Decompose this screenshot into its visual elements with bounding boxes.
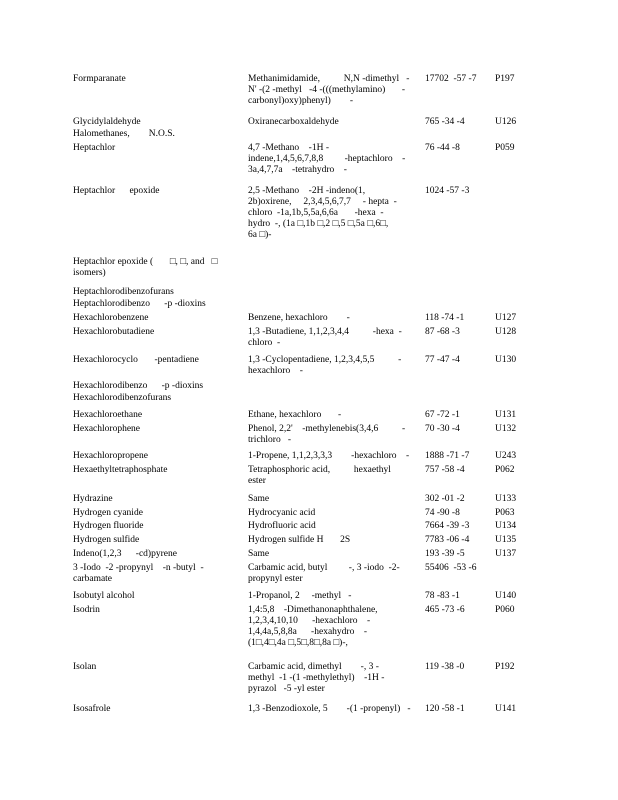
cas-number: 118 -74 -1: [425, 313, 465, 323]
waste-code: P192: [495, 662, 515, 672]
chemical-name: Heptachlor: [73, 143, 116, 153]
cas-number: 765 -34 -4: [425, 117, 465, 127]
synonym-line: 1,3 -Cyclopentadiene, 1,2,3,4,5,5 -: [248, 355, 402, 365]
synonym-cell: [248, 355, 420, 377]
chemical-name: Hexachloropropene: [73, 451, 148, 461]
waste-code: U130: [495, 355, 517, 365]
synonym-cell: [248, 451, 420, 462]
cas-number: 465 -73 -6: [425, 605, 465, 615]
synonym-line: 1,3 -Benzodioxole, 5 -(1 -propenyl) -: [248, 704, 411, 714]
chemical-name: Hexachlorophene: [73, 424, 140, 434]
waste-code: U134: [495, 521, 517, 531]
synonym-line: Phenol, 2,2' -methylenebis(3,4,6 -: [248, 424, 406, 434]
chemical-name: Hexachlorocyclo -pentadiene: [73, 355, 199, 365]
chemical-name: Hydrogen cyanide: [73, 508, 143, 518]
chemical-name: 3 -Iodo -2 -propynyl -n -butyl - carbamate: [73, 563, 204, 584]
synonym-line: Carbamic acid, dimethyl -, 3 -: [248, 662, 379, 672]
cas-number: 78 -83 -1: [425, 591, 460, 601]
synonym-cell: [248, 521, 420, 532]
cas-number: 1024 -57 -3: [425, 186, 470, 196]
waste-code: U135: [495, 535, 517, 545]
synonym-cell: [248, 117, 420, 128]
synonym-cell: [248, 313, 420, 324]
synonym-cell: [248, 327, 420, 349]
synonym-line: Benzene, hexachloro -: [248, 313, 350, 323]
synonym-line: Methanimidamide, N,N -dimethyl -: [248, 74, 410, 84]
synonym-line: (1□,4□,4a □,5□,8□,8a □)-,: [248, 638, 348, 648]
synonym-cell: [248, 605, 420, 649]
chemical-name: Hydrogen sulfide: [73, 535, 140, 545]
synonym-cell: [248, 549, 420, 560]
synonym-cell: [248, 186, 420, 241]
cas-number: 17702 -57 -7: [425, 74, 477, 84]
waste-code: P059: [495, 143, 515, 153]
synonym-line: Hydrofluoric acid: [248, 521, 316, 531]
cas-number: 7783 -06 -4: [425, 535, 470, 545]
chemical-name: Heptachlorodibenzofurans: [73, 287, 174, 297]
synonym-line: 1,4,4a,5,8,8a -hexahydro -: [248, 627, 367, 637]
synonym-line: 2b)oxirene, 2,3,4,5,6,7,7 - hepta -: [248, 197, 397, 207]
synonym-line: ester: [248, 476, 266, 486]
chemical-name: Hexachlorobenzene: [73, 313, 149, 323]
waste-code: U128: [495, 327, 517, 337]
chemical-name: Isodrin: [73, 605, 100, 615]
synonym-line: Oxiranecarboxaldehyde: [248, 117, 339, 127]
cas-number: 120 -58 -1: [425, 704, 465, 714]
cas-number: 7664 -39 -3: [425, 521, 470, 531]
waste-code: U132: [495, 424, 517, 434]
cas-number: 757 -58 -4: [425, 465, 465, 475]
waste-code: U131: [495, 410, 517, 420]
cas-number: 77 -47 -4: [425, 355, 460, 365]
waste-code: P063: [495, 508, 515, 518]
synonym-cell: [248, 424, 420, 446]
synonym-line: 4,7 -Methano -1H -: [248, 143, 329, 153]
synonym-cell: [248, 704, 420, 715]
cas-number: 55406 -53 -6: [425, 563, 477, 573]
chemical-name: Isolan: [73, 662, 97, 672]
waste-code: U141: [495, 704, 517, 714]
waste-code: U133: [495, 494, 517, 504]
synonym-line: carbonyl)oxy)phenyl) -: [248, 96, 353, 106]
chemical-name: Indeno(1,2,3 -cd)pyrene: [73, 549, 177, 559]
chemical-name: Halomethanes, N.O.S.: [73, 129, 175, 139]
synonym-cell: [248, 508, 420, 519]
waste-code: U127: [495, 313, 517, 323]
synonym-line: N' -(2 -methyl -4 -(((methylamino) -: [248, 85, 406, 95]
synonym-cell: [248, 494, 420, 505]
cas-number: 67 -72 -1: [425, 410, 460, 420]
synonym-line: 3a,4,7,7a -tetrahydro -: [248, 165, 347, 175]
synonym-line: Same: [248, 494, 270, 504]
synonym-line: 6a □)-: [248, 230, 272, 240]
synonym-line: pyrazol -5 -yl ester: [248, 684, 325, 694]
cas-number: 74 -90 -8: [425, 508, 460, 518]
synonym-cell: [248, 535, 420, 546]
waste-code: P197: [495, 74, 515, 84]
synonym-line: chloro -1a,1b,5,5a,6,6a -hexa -: [248, 208, 384, 218]
synonym-line: propynyl ester: [248, 574, 303, 584]
chemical-name: Hydrazine: [73, 494, 113, 504]
synonym-line: 1,3 -Butadiene, 1,1,2,3,4,4 -hexa -: [248, 327, 402, 337]
waste-code: U126: [495, 117, 517, 127]
synonym-line: methyl -1 -(1 -methylethyl) -1H -: [248, 673, 385, 683]
waste-code: U140: [495, 591, 517, 601]
synonym-line: Hydrogen sulfide H 2S: [248, 535, 351, 545]
chemical-name: Hexaethyltetraphosphate: [73, 465, 168, 475]
cas-number: 193 -39 -5: [425, 549, 465, 559]
synonym-line: Carbamic acid, butyl -, 3 -iodo -2-: [248, 563, 400, 573]
chemical-name: Hexachlorodibenzofurans: [73, 393, 172, 403]
synonym-line: 1,4:5,8 -Dimethanonaphthalene,: [248, 605, 378, 615]
cas-number: 87 -68 -3: [425, 327, 460, 337]
cas-number: 76 -44 -8: [425, 143, 460, 153]
chemical-name: Hydrogen fluoride: [73, 521, 144, 531]
synonym-cell: [248, 591, 420, 602]
chemical-name: Hexachlorobutadiene: [73, 327, 155, 337]
synonym-cell: [248, 410, 420, 421]
cas-number: 70 -30 -4: [425, 424, 460, 434]
cas-number: 1888 -71 -7: [425, 451, 470, 461]
chemical-name: Heptachlor epoxide: [73, 186, 160, 196]
chemical-name: Hexachlorodibenzo -p -dioxins: [73, 381, 204, 391]
chemical-name: Formparanate: [73, 74, 126, 84]
waste-code: U243: [495, 451, 517, 461]
waste-code: P062: [495, 465, 515, 475]
synonym-line: 1-Propene, 1,1,2,3,3,3 -hexachloro -: [248, 451, 410, 461]
chemical-name: Heptachlorodibenzo -p -dioxins: [73, 299, 206, 309]
chemical-name: Heptachlor epoxide ( □, □, and □ isomers): [73, 257, 218, 278]
chemical-name: Hexachloroethane: [73, 410, 143, 420]
synonym-line: hydro -, (1a □,1b □,2 □,5 □,5a □,6□,: [248, 219, 389, 229]
waste-code: U137: [495, 549, 517, 559]
waste-code: P060: [495, 605, 515, 615]
chemical-name: Isobutyl alcohol: [73, 591, 135, 601]
chemical-name: Glycidylaldehyde: [73, 117, 141, 127]
chemical-name: Isosafrole: [73, 704, 111, 714]
synonym-cell: [248, 143, 420, 176]
synonym-line: 2,5 -Methano -2H -indeno(1,: [248, 186, 366, 196]
synonym-line: trichloro -: [248, 435, 292, 445]
cas-number: 302 -01 -2: [425, 494, 465, 504]
synonym-cell: [248, 662, 420, 695]
synonym-line: 1-Propanol, 2 -methyl -: [248, 591, 352, 601]
synonym-cell: [248, 563, 420, 585]
synonym-line: Tetraphosphoric acid, hexaethyl: [248, 465, 391, 475]
synonym-line: Ethane, hexachloro -: [248, 410, 342, 420]
synonym-line: Same: [248, 549, 270, 559]
synonym-line: indene,1,4,5,6,7,8,8 -heptachloro -: [248, 154, 406, 164]
cas-number: 119 -38 -0: [425, 662, 465, 672]
synonym-cell: [248, 465, 420, 487]
synonym-line: Hydrocyanic acid: [248, 508, 316, 518]
synonym-cell: [248, 74, 420, 107]
synonym-line: chloro -: [248, 338, 281, 348]
synonym-line: hexachloro -: [248, 366, 303, 376]
synonym-line: 1,2,3,4,10,10 -hexachloro -: [248, 616, 371, 626]
